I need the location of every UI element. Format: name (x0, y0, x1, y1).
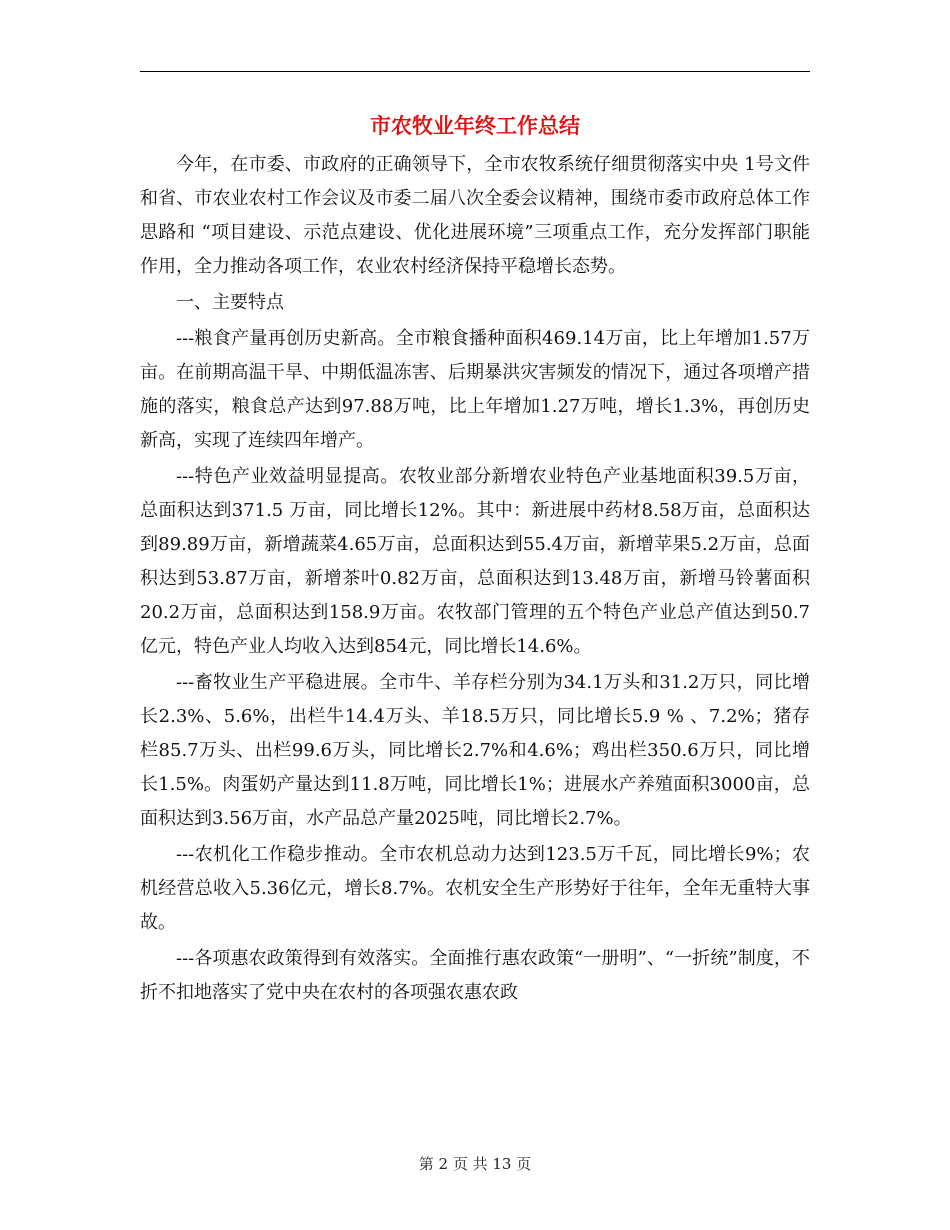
document-title: 市农牧业年终工作总结 (370, 113, 580, 138)
paragraph-livestock: ---畜牧业生产平稳进展。全市牛、羊存栏分别为34.1万头和31.2万只，同比增长2.3%、5.6%，出栏牛14.4万头、羊18.5万只，同比增长5.9 % 、7.2%；猪存栏85.7万头、出栏99.6万头，同比增长2.7%和4.6%；鸡出栏350.6万只，同比增长1.5%。肉蛋奶产量达到11.8万吨，同比增长1%；进展水产养殖面积3000亩，总面积达到3.56万亩，水产品总产量2025吨，同比增长2.7%。 (140, 672, 810, 829)
paragraph-mechanization: ---农机化工作稳步推动。全市农机总动力达到123.5万千瓦，同比增长9%；农机经营总收入5.36亿元，增长8.7%。农机安全生产形势好于往年，全年无重特大事故。 (140, 844, 810, 933)
paragraph-grain: ---粮食产量再创历史新高。全市粮食播种面积469.14万亩，比上年增加1.57万亩。在前期高温干旱、中期低温冻害、后期暴洪灾害频发的情况下，通过各项增产措施的落实，粮食总产达到97.88万吨，比上年增加1.27万吨，增长1.3%，再创历史新高，实现了连续四年增产。 (140, 328, 810, 451)
header-rule (140, 71, 810, 72)
document-body (140, 148, 810, 1012)
section-heading: 一、主要特点 (176, 292, 284, 313)
paragraph-intro: 今年，在市委、市政府的正确领导下，全市农牧系统仔细贯彻落实中央 1号文件和省、市农业农村工作会议及市委二届八次全委会议精神，围绕市委市政府总体工作思路和 “项目建设、示范点建设、优化进展环境”三项重点工作，充分发挥部门职能作用，全力推动各项工作，农业农村经济保持平稳增长态势。 (140, 154, 810, 277)
paragraph-specialty-industry: ---特色产业效益明显提高。农牧业部分新增农业特色产业基地面积39.5万亩，总面积达到371.5 万亩，同比增长12%。其中：新进展中药材8.58万亩，总面积达到89.89万亩，新增蔬菜4.65万亩，总面积达到55.4万亩，新增苹果5.2万亩，总面积达到53.87万亩，新增茶叶0.82万亩，总面积达到13.48万亩，新增马铃薯面积20.2万亩，总面积达到158.9万亩。农牧部门管理的五个特色产业总产值达到50.7亿元，特色产业人均收入达到854元，同比增长14.6%。 (140, 466, 810, 657)
paragraph-policies: ---各项惠农政策得到有效落实。全面推行惠农政策“一册明”、“一折统”制度，不折不扣地落实了党中央在农村的各项强农惠农政 (140, 948, 810, 1003)
page-number: 第 2 页 共 13 页 (418, 1155, 532, 1173)
